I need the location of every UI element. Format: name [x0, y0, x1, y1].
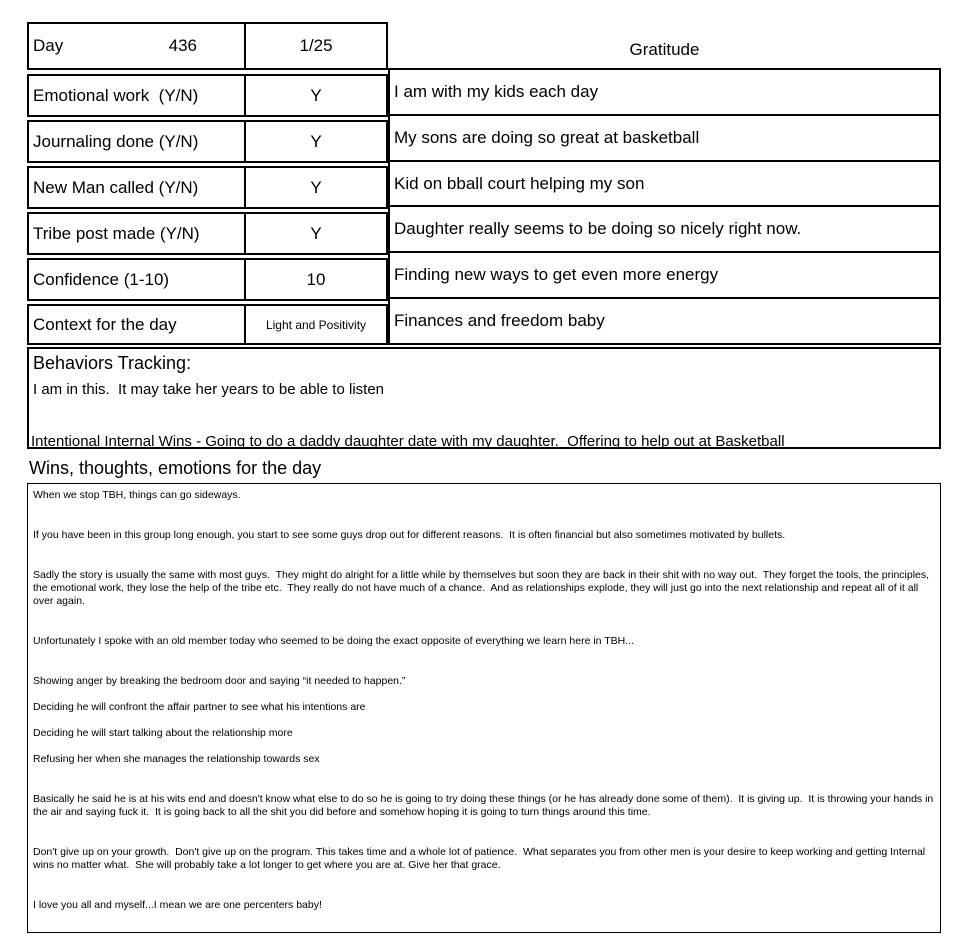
tracker-row-label: Emotional work (Y/N) [29, 76, 246, 115]
notes-paragraph: Refusing her when she manages the relationship towards sex [33, 753, 320, 765]
date-cell: 1/25 [299, 36, 333, 55]
gratitude-item: My sons are doing so great at basketball [390, 116, 939, 162]
tracker-row-value: Y [310, 177, 322, 197]
notes-paragraph: Basically he said he is at his wits end and doesn't know what else to do so he is going to try doing these things (or he has already done some of them). It is giving up. It is throwing your hands in the air and saying fuck it. It is going back to all the shit you did before and somehow hoping it is going to turn things around this time. [33, 793, 937, 818]
notes-paragraph: Sadly the story is usually the same with most guys. They might do alright for a little while by themselves but soon they are back in their shit with no way out. They forget the tools, the principles, the emotional work, they lose the help of the tribe etc. They really do not have much of a chance. And as relationships explode, they will just go into the next relationship and repeat all of it all over again. [33, 569, 932, 607]
gratitude-item: Finances and freedom baby [394, 311, 605, 331]
notes-paragraph: Deciding he will start talking about the relationship more [33, 727, 293, 739]
intentional-internal-wins-line: Intentional Internal Wins - Going to do a daddy daughter date with my daughter. Offering to help out at Basketball [31, 433, 785, 450]
tracker-row-emotional-work [27, 74, 388, 117]
notes-paragraph: Deciding he will confront the affair partner to see what his intentions are [33, 701, 366, 713]
notes-paragraph: I love you all and myself...I mean we are one percenters baby! [33, 899, 322, 911]
tracker-row-label: Confidence (1-10) [29, 260, 246, 299]
tracker-row-journaling [27, 120, 388, 163]
tracker-row-context [27, 304, 388, 345]
gratitude-list [388, 68, 941, 345]
behaviors-tracking-heading: Behaviors Tracking: [33, 353, 192, 373]
tracker-row-value: Y [310, 131, 322, 151]
gratitude-item: I am with my kids each day [390, 70, 939, 116]
tracker-row-value: Light and Positivity [265, 317, 367, 332]
tracker-row-value: 10 [306, 269, 326, 289]
gratitude-item: Kid on bball court helping my son [390, 162, 939, 208]
gratitude-item: Finding new ways to get even more energy [390, 253, 939, 299]
tracker-row-tribe-post [27, 212, 388, 255]
gratitude-column-header: Gratitude [629, 40, 700, 59]
tracker-row-value: Y [310, 85, 322, 105]
wins-notes-box [27, 483, 941, 933]
tracker-row-label: Tribe post made (Y/N) [29, 214, 246, 253]
gratitude-item: Daughter really seems to be doing so nicely right now. [390, 207, 939, 253]
tracker-row-label: Context for the day [29, 306, 246, 343]
day-cell [29, 24, 246, 68]
notes-paragraph: Showing anger by breaking the bedroom door and saying “it needed to happen.” [33, 675, 406, 687]
wins-section-heading: Wins, thoughts, emotions for the day [29, 458, 322, 478]
day-date-row [27, 22, 388, 70]
tracker-row-label: Journaling done (Y/N) [29, 122, 246, 161]
tracker-row-confidence [27, 258, 388, 301]
notes-paragraph: When we stop TBH, things can go sideways. [33, 489, 241, 501]
tracker-row-new-man-called [27, 166, 388, 209]
notes-paragraph: Don't give up on your growth. Don't give up on the program. This takes time and a whole lot of patience. What separates you from other men is your desire to keep working and getting Internal wins no matter what. She will probably take a lot longer to get where you are at. Give her that grace. [33, 846, 929, 871]
notes-paragraph: If you have been in this group long enough, you start to see some guys drop out for different reasons. It is often financial but also sometimes motivated by bullets. [33, 529, 786, 541]
behaviors-note: I am in this. It may take her years to be able to listen [33, 381, 384, 398]
tracker-row-label: New Man called (Y/N) [29, 168, 246, 207]
tracker-row-value: Y [310, 223, 322, 243]
notes-paragraph: Unfortunately I spoke with an old member today who seemed to be doing the exact opposite of everything we learn here in TBH... [33, 635, 634, 647]
day-label: Day [33, 36, 64, 55]
day-number: 436 [168, 36, 197, 55]
